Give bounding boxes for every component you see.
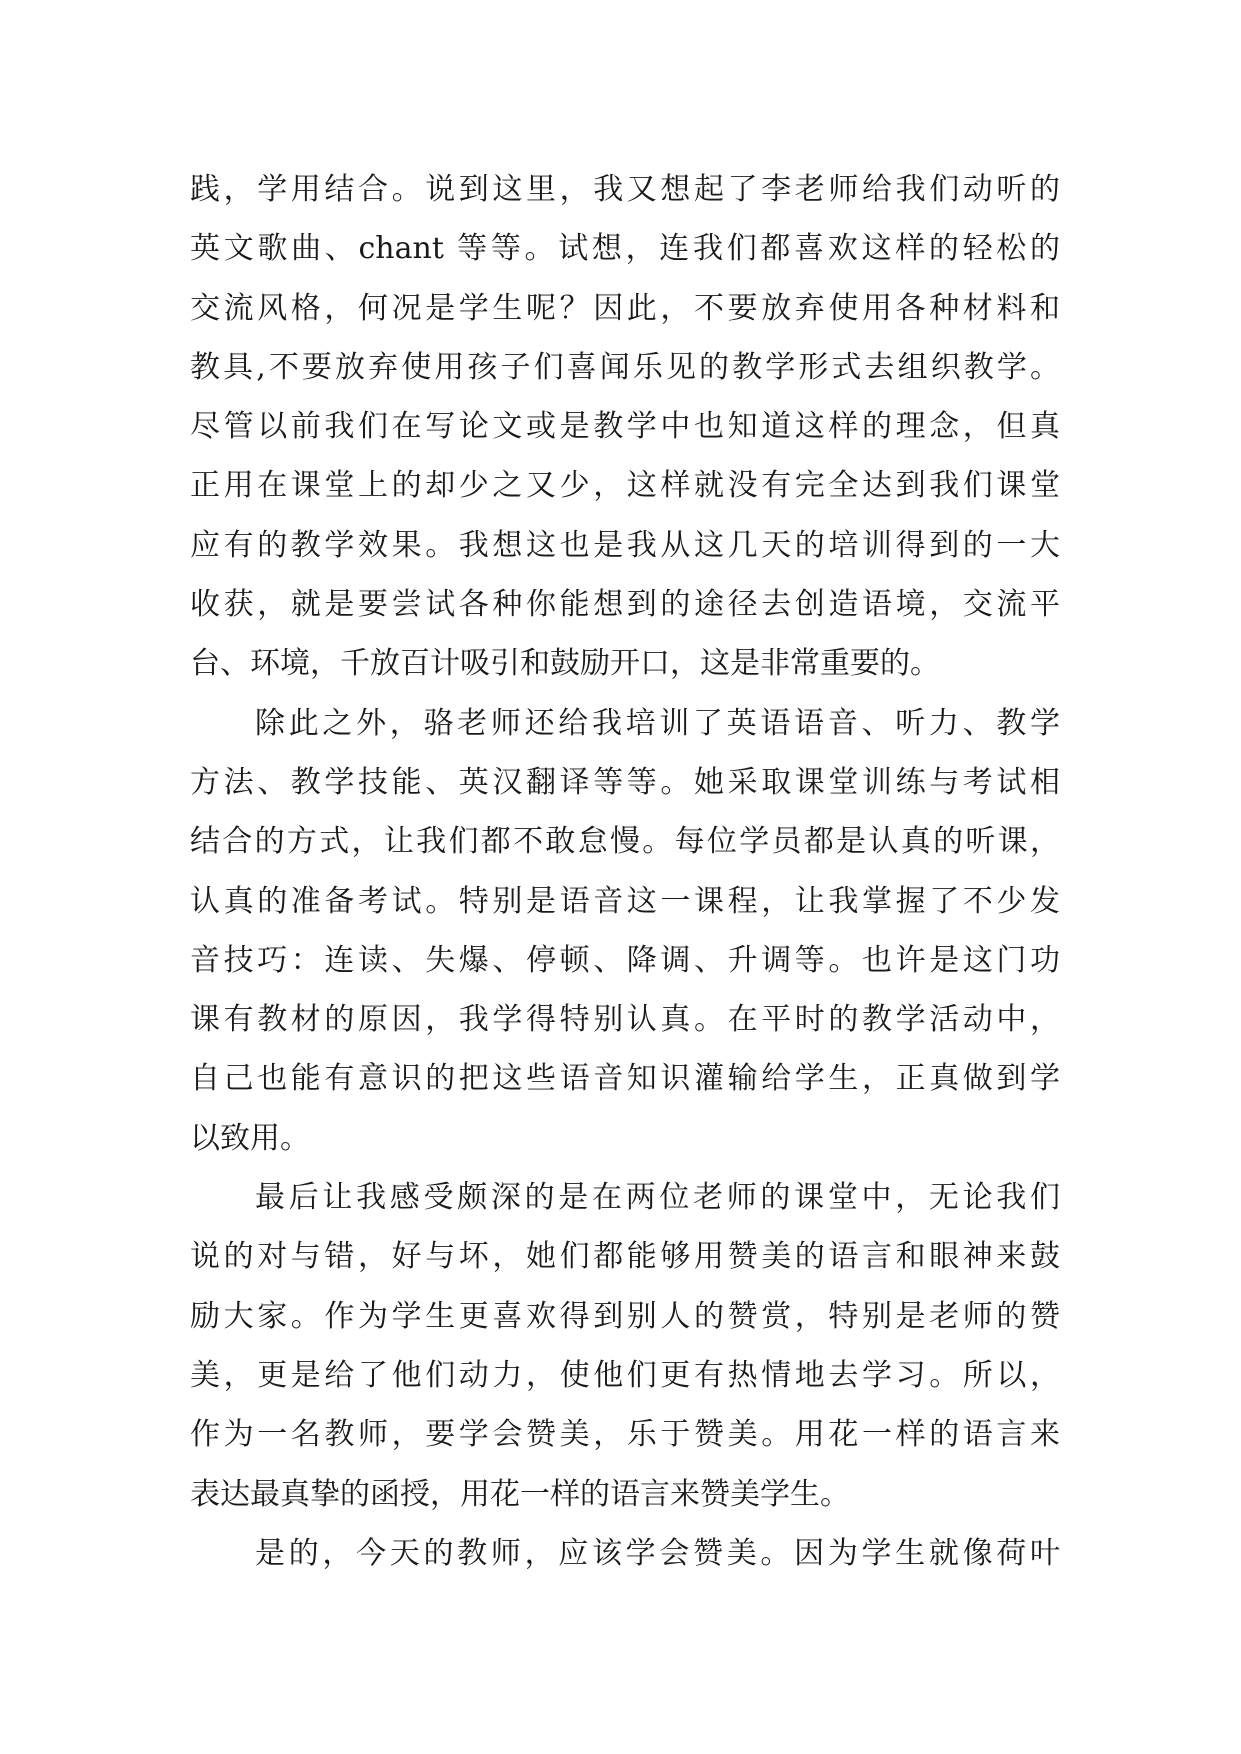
text-line: 说的对与错，好与坏，她们都能够用赞美的语言和眼神来鼓: [190, 1239, 1060, 1275]
text-line: 践，学用结合。说到这里，我又想起了李老师给我们动听的: [190, 172, 1060, 207]
text-line: 英文歌曲、chant 等等。试想，连我们都喜欢这样的轻松的: [190, 231, 1060, 267]
text-line: 交流风格，何况是学生呢？因此，不要放弃使用各种材料和: [190, 290, 1060, 326]
text-line: 应有的教学效果。我想这也是我从这几天的培训得到的一大: [190, 527, 1060, 563]
text-line: 音技巧：连读、失爆、停顿、降调、升调等。也许是这门功: [190, 942, 1060, 978]
text-line: 教具,不要放弃使用孩子们喜闻乐见的教学形式去组织教学。: [190, 349, 1060, 385]
text-line: 课有教材的原因，我学得特别认真。在平时的教学活动中，: [190, 1002, 1060, 1038]
text-line: 自己也能有意识的把这些语音知识灌输给学生，正真做到学: [190, 1061, 1060, 1097]
text-line: 认真的准备考试。特别是语音这一课程，让我掌握了不少发: [190, 883, 1060, 919]
text-line: 结合的方式，让我们都不敢怠慢。每位学员都是认真的听课，: [190, 824, 1060, 860]
text-line: 台、环境，千放百计吸引和鼓励开口，这是非常重要的。: [190, 646, 940, 682]
text-line: 是的，今天的教师，应该学会赞美。因为学生就像荷叶: [255, 1535, 1060, 1571]
text-line: 收获，就是要尝试各种你能想到的途径去创造语境，交流平: [190, 587, 1060, 623]
text-line: 励大家。作为学生更喜欢得到别人的赞赏，特别是老师的赞: [190, 1298, 1060, 1334]
text-line: 以致用。: [190, 1120, 310, 1156]
text-line: 正用在课堂上的却少之又少，这样就没有完全达到我们课堂: [190, 468, 1060, 504]
body-text: [190, 160, 1060, 1583]
text-line: 美，更是给了他们动力，使他们更有热情地去学习。所以，: [190, 1357, 1060, 1393]
text-line: 方法、教学技能、英汉翻译等等。她采取课堂训练与考试相: [190, 764, 1060, 800]
text-line: 表达最真挚的函授，用花一样的语言来赞美学生。: [190, 1476, 850, 1512]
text-line: 最后让我感受颇深的是在两位老师的课堂中，无论我们: [255, 1180, 1060, 1216]
text-line: 作为一名教师，要学会赞美，乐于赞美。用花一样的语言来: [190, 1417, 1060, 1453]
text-line: 除此之外，骆老师还给我培训了英语语音、听力、教学: [255, 705, 1060, 741]
text-line: 尽管以前我们在写论文或是教学中也知道这样的理念，但真: [190, 409, 1060, 445]
